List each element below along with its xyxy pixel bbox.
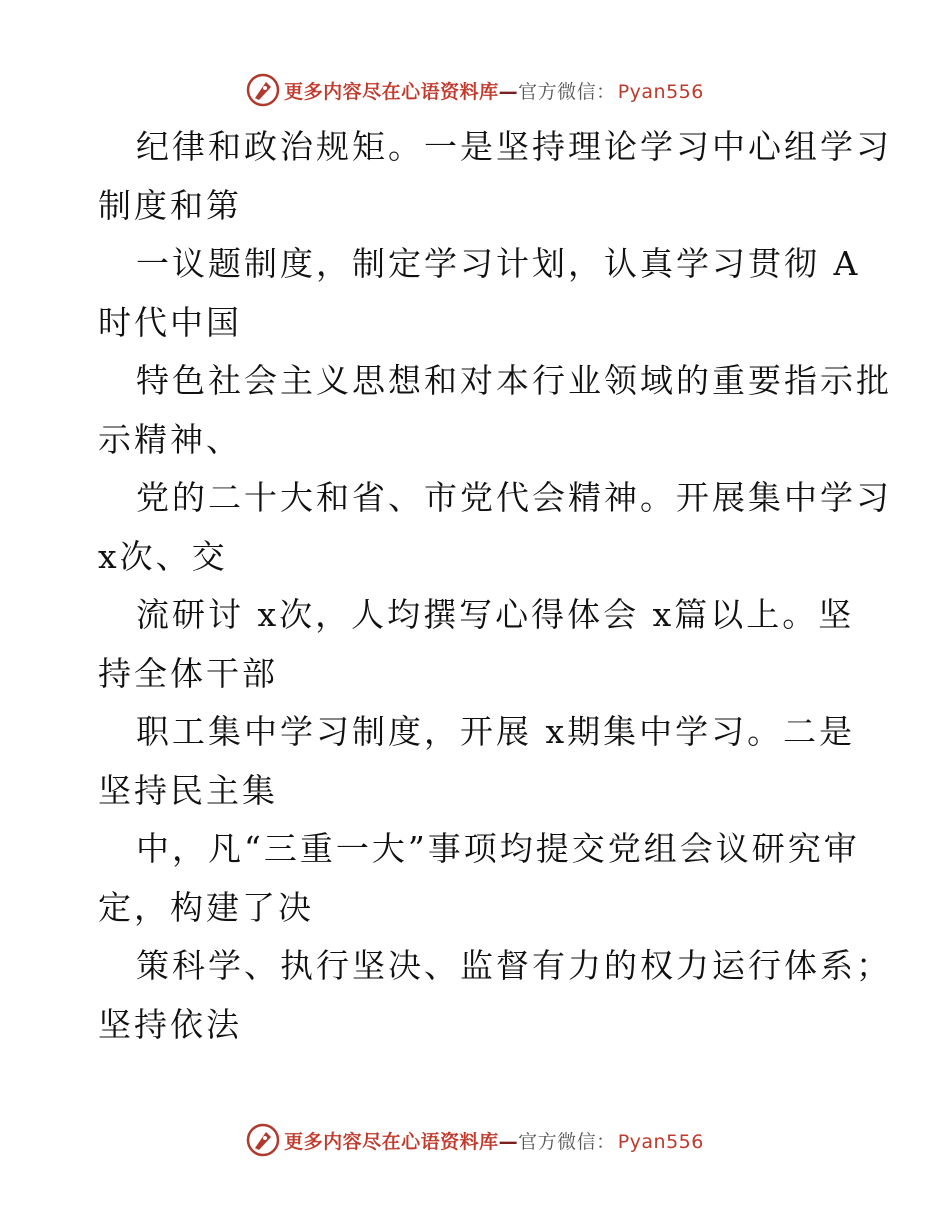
watermark-wechat-id: Pyan556 [617, 80, 704, 103]
pen-nib-logo-icon [246, 73, 280, 107]
text-line: 定，构建了决 [98, 887, 314, 927]
text-line: 坚持依法 [98, 1004, 242, 1044]
watermark-site-text: 更多内容尽在心语资料库 [284, 80, 499, 103]
text-line: 示精神、 [98, 419, 242, 459]
text-line: 策科学、执行坚决、监督有力的权力运行体系； [136, 946, 892, 985]
text-line: 坚持民主集 [98, 770, 278, 810]
document-body [98, 118, 892, 1054]
watermark-label: 官方微信： [518, 80, 616, 103]
watermark-wechat-id: Pyan556 [617, 1130, 704, 1153]
text-line: 持全体干部 [98, 653, 278, 693]
header-watermark [0, 70, 950, 110]
footer-watermark [0, 1120, 950, 1160]
watermark-site-text: 更多内容尽在心语资料库 [284, 1130, 499, 1153]
text-line: 纪律和政治规矩。一是坚持理论学习中心组学习 [136, 127, 892, 166]
pen-nib-logo-icon [246, 1123, 280, 1157]
watermark-dash: — [498, 80, 519, 103]
watermark-label: 官方微信： [518, 1130, 616, 1153]
watermark-dash: — [498, 1130, 519, 1153]
text-line: 流研讨 x次，人均撰写心得体会 x篇以上。坚 [136, 595, 855, 634]
text-line: 党的二十大和省、市党代会精神。开展集中学习 [136, 478, 892, 517]
text-line: 时代中国 [98, 302, 242, 342]
text-line: x次、交 [98, 536, 228, 576]
text-line: 中，凡“三重一大”事项均提交党组会议研究审 [136, 829, 860, 868]
text-line: 特色社会主义思想和对本行业领域的重要指示批 [136, 361, 892, 400]
text-line: 制度和第 [98, 185, 242, 225]
text-line: 职工集中学习制度，开展 x期集中学习。二是 [136, 712, 856, 751]
text-line: 一议题制度，制定学习计划，认真学习贯彻 A [136, 244, 861, 283]
